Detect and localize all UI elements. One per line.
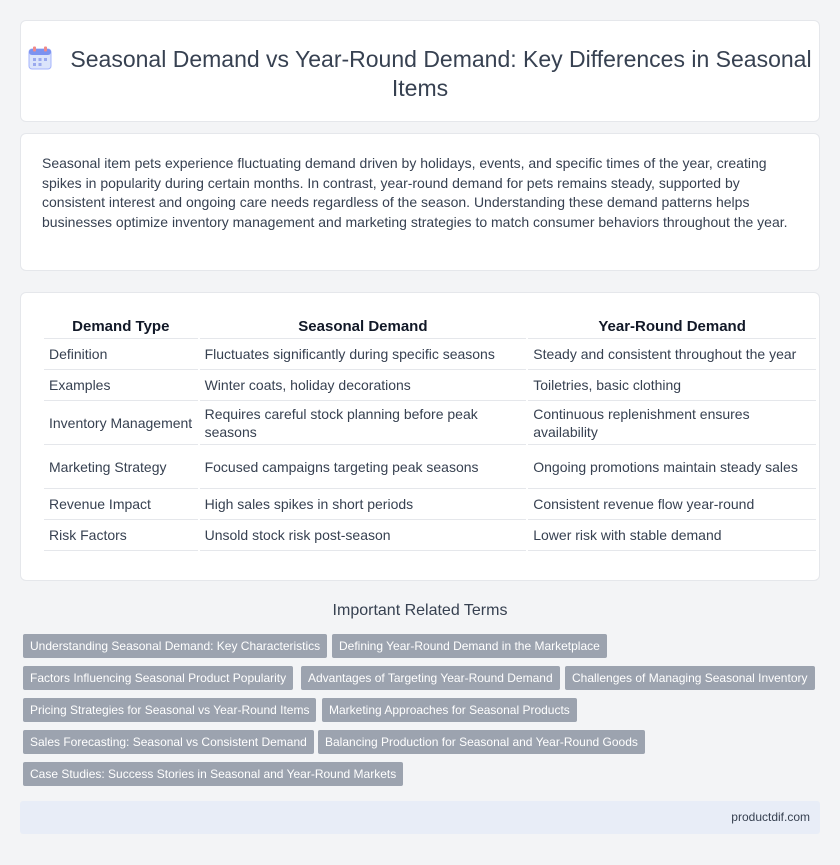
table-cell: Winter coats, holiday decorations	[200, 370, 527, 401]
page-title-row	[21, 45, 819, 103]
table-row	[44, 520, 816, 551]
related-term-tag[interactable]: Marketing Approaches for Seasonal Products	[322, 698, 577, 722]
table-cell: Ongoing promotions maintain steady sales	[528, 445, 816, 489]
related-term-tag[interactable]: Pricing Strategies for Seasonal vs Year-Round Items	[23, 698, 316, 722]
table-header-row	[44, 315, 816, 339]
table-cell: Unsold stock risk post-season	[200, 520, 527, 551]
related-terms-title: Important Related Terms	[332, 602, 508, 619]
table-cell: Lower risk with stable demand	[528, 520, 816, 551]
calendar-icon	[28, 46, 54, 70]
table-cell: Continuous replenishment ensures availability	[528, 401, 816, 445]
related-term-tag[interactable]: Factors Influencing Seasonal Product Popularity	[23, 666, 293, 690]
table-cell: Focused campaigns targeting peak seasons	[200, 445, 527, 489]
footer-site-link[interactable]: productdif.com	[731, 810, 810, 824]
table-row	[44, 370, 816, 401]
table-row	[44, 339, 816, 370]
related-term-tag[interactable]: Challenges of Managing Seasonal Inventory	[565, 666, 815, 690]
table-cell: Requires careful stock planning before peak seasons	[200, 401, 527, 445]
related-term-tag[interactable]: Advantages of Targeting Year-Round Demand	[301, 666, 560, 690]
related-term-tag[interactable]: Case Studies: Success Stories in Seasonal and Year-Round Markets	[23, 762, 403, 786]
table-row	[44, 445, 816, 489]
table-row	[44, 401, 816, 445]
table-cell: Revenue Impact	[44, 489, 198, 520]
intro-card	[20, 133, 820, 271]
comparison-table-card	[20, 292, 820, 581]
table-cell: High sales spikes in short periods	[200, 489, 527, 520]
intro-paragraph: Seasonal item pets experience fluctuating demand driven by holidays, events, and specific times of the year, creating spikes in popularity during certain months. In contrast, year-round demand for pets remains steady, supported by consistent interest and ongoing care needs regardless of the season. Understanding these demand patterns helps businesses optimize inventory management and marketing strategies to match consumer behaviors throughout the year.	[42, 155, 788, 230]
table-cell: Steady and consistent throughout the year	[528, 339, 816, 370]
related-term-tag[interactable]: Balancing Production for Seasonal and Year-Round Goods	[318, 730, 645, 754]
table-cell: Risk Factors	[44, 520, 198, 551]
column-header: Seasonal Demand	[200, 315, 527, 339]
related-term-tag[interactable]: Understanding Seasonal Demand: Key Characteristics	[23, 634, 327, 658]
table-cell: Inventory Management	[44, 401, 198, 445]
page-title: Seasonal Demand vs Year-Round Demand: Key Differences in Seasonal Items	[70, 46, 812, 101]
table-cell: Definition	[44, 339, 198, 370]
related-term-tag[interactable]: Defining Year-Round Demand in the Marketplace	[332, 634, 607, 658]
table-cell: Fluctuates significantly during specific seasons	[200, 339, 527, 370]
table-row	[44, 489, 816, 520]
table-cell: Toiletries, basic clothing	[528, 370, 816, 401]
table-cell: Marketing Strategy	[44, 445, 198, 489]
title-card	[20, 20, 820, 122]
column-header: Demand Type	[44, 315, 198, 339]
column-header: Year-Round Demand	[528, 315, 816, 339]
related-term-tag[interactable]: Sales Forecasting: Seasonal vs Consistent Demand	[23, 730, 314, 754]
comparison-table	[42, 315, 818, 551]
table-cell: Examples	[44, 370, 198, 401]
table-cell: Consistent revenue flow year-round	[528, 489, 816, 520]
footer-bar	[20, 801, 820, 834]
